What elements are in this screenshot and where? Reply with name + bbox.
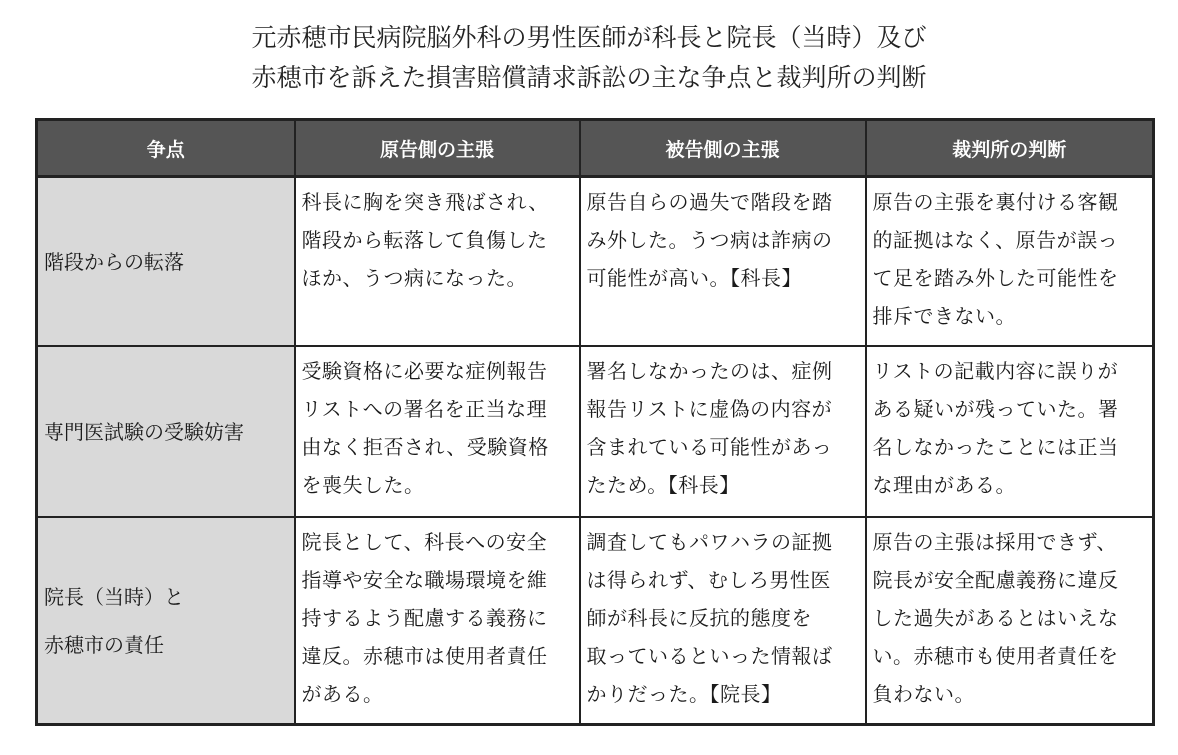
title-line-2: 赤穂市を訴えた損害賠償請求訴訟の主な争点と裁判所の判断 xyxy=(251,63,927,92)
issue-text: 院長（当時）と 赤穂市の責任 xyxy=(44,584,184,657)
court-cell xyxy=(866,346,1154,517)
plaintiff-cell xyxy=(295,346,580,517)
header-court-judgment: 裁判所の判断 xyxy=(866,120,1154,177)
defendant-text: 原告自らの過失で階段を踏 み外した。うつ病は詐病の 可能性が高い。【科長】 xyxy=(586,190,833,290)
table-header-row xyxy=(37,120,1154,177)
plaintiff-text: 院長として、科長への安全 指導や安全な職場環境を維 持するよう配慮する義務に 違反。赤穂市は使用者責任 がある。 xyxy=(301,530,548,706)
court-text: 原告の主張を裏付ける客観 的証拠はなく、原告が誤っ て足を踏み外した可能性を 排斥できない。 xyxy=(872,190,1119,328)
plaintiff-text: 科長に胸を突き飛ばされ、 階段から転落して負傷した ほか、うつ病になった。 xyxy=(301,190,549,290)
document-title xyxy=(0,18,1178,98)
table-row xyxy=(37,517,1154,725)
defendant-text: 調査してもパワハラの証拠 は得られず、むしろ男性医 師が科長に反抗的態度を 取っているといった情報ば かりだった。【院長】 xyxy=(586,530,833,706)
defendant-text: 署名しなかったのは、症例 報告リストに虚偽の内容が 含まれている可能性があっ たため。【科長】 xyxy=(586,359,833,497)
title-line-1: 元赤穂市民病院脳外科の男性医師が科長と院長（当時）及び xyxy=(251,23,927,52)
plaintiff-cell xyxy=(295,517,580,725)
header-issue: 争点 xyxy=(37,120,295,177)
court-text: リストの記載内容に誤りが ある疑いが残っていた。署 名しなかったことには正当 な理由がある。 xyxy=(872,359,1119,497)
defendant-cell xyxy=(580,346,866,517)
issue-cell xyxy=(37,517,295,725)
defendant-cell xyxy=(580,177,866,347)
court-cell xyxy=(866,177,1154,347)
issue-cell xyxy=(37,177,295,347)
issues-table xyxy=(35,118,1155,726)
header-defendant-claim: 被告側の主張 xyxy=(580,120,866,177)
court-text: 原告の主張は採用できず、 院長が安全配慮義務に違反 した過失があるとはいえな い。赤穂市も使用者責任を 負わない。 xyxy=(872,530,1119,706)
header-plaintiff-claim: 原告側の主張 xyxy=(295,120,580,177)
table-row xyxy=(37,346,1154,517)
defendant-cell xyxy=(580,517,866,725)
plaintiff-text: 受験資格に必要な症例報告 リストへの署名を正当な理 由なく拒否され、受験資格 を喪失した。 xyxy=(301,359,549,497)
issue-text: 階段からの転落 xyxy=(44,249,184,274)
table-row xyxy=(37,177,1154,347)
court-cell xyxy=(866,517,1154,725)
plaintiff-cell xyxy=(295,177,580,347)
issue-cell xyxy=(37,346,295,517)
issue-text: 専門医試験の受験妨害 xyxy=(44,419,244,444)
